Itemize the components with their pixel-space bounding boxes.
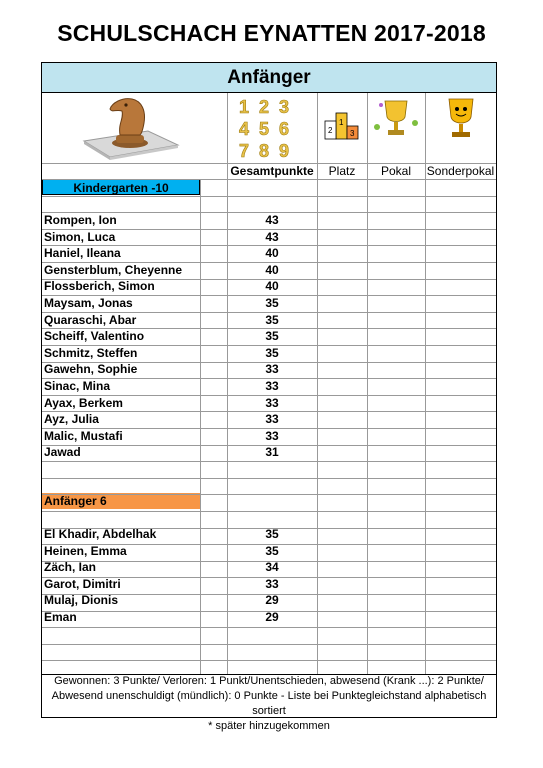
footer-divider <box>42 674 496 675</box>
grid-row-line <box>42 196 496 197</box>
grid-row-line <box>42 428 496 429</box>
player-name: Eman <box>44 610 77 624</box>
svg-text:1: 1 <box>339 118 344 127</box>
table-row <box>42 411 496 427</box>
grid-column-line <box>227 179 228 674</box>
player-points: 40 <box>265 246 279 261</box>
table-row <box>42 312 496 328</box>
grid-row-line <box>42 528 496 529</box>
player-points: 35 <box>265 312 279 327</box>
svg-text:3: 3 <box>279 97 290 117</box>
grid-row-line <box>42 328 496 329</box>
player-points: 35 <box>265 527 279 541</box>
table-row <box>42 345 496 361</box>
header-sonderpokal: Sonderpokal <box>426 164 495 178</box>
player-points: 35 <box>265 296 279 310</box>
svg-text:2: 2 <box>259 97 270 117</box>
player-name: El Khadir, Abdelhak <box>44 527 157 541</box>
grid-row-line <box>42 378 496 379</box>
player-name: Haniel, Ileana <box>44 246 121 261</box>
group-label-kindergarten: Kindergarten -10 <box>42 179 200 195</box>
trophy-cell <box>367 93 425 163</box>
player-name: Schmitz, Steffen <box>44 345 138 360</box>
grid-row-line <box>42 262 496 263</box>
player-name: Heinen, Emma <box>44 543 127 558</box>
grid-row-line <box>42 395 496 396</box>
player-name: Ayz, Julia <box>44 412 99 427</box>
table-row <box>42 245 496 261</box>
player-points: 29 <box>265 593 279 608</box>
grid-column-line <box>367 93 368 674</box>
player-name: Zäch, Ian <box>44 560 97 575</box>
player-points: 35 <box>265 345 279 360</box>
table-row <box>42 328 496 344</box>
player-points: 43 <box>265 213 279 227</box>
player-points: 40 <box>265 279 279 294</box>
player-name: Sinac, Mina <box>44 379 111 393</box>
svg-text:4: 4 <box>239 119 250 139</box>
grid-column-line <box>317 93 318 674</box>
player-name: Simon, Luca <box>44 229 116 244</box>
player-points: 35 <box>265 329 279 344</box>
grid-row-line <box>42 411 496 412</box>
trophy-icon <box>367 93 425 163</box>
player-name: Malic, Mustafi <box>44 428 123 443</box>
grid-row-line <box>42 561 496 562</box>
table-row <box>42 444 496 460</box>
chess-knight-cell <box>42 93 200 163</box>
grid-row-line <box>42 660 496 661</box>
footer-line-1: Gewonnen: 3 Punkte/ Verloren: 1 Punkt/Unentschieden, abwesend (Krank ...): 2 Punkte/ <box>54 675 484 687</box>
svg-text:3: 3 <box>350 129 355 138</box>
svg-text:2: 2 <box>328 126 333 135</box>
page-title: SCHULSCHACH EYNATTEN 2017-2018 <box>57 20 486 46</box>
player-name: Gawehn, Sophie <box>44 362 138 377</box>
grid-column-line <box>227 93 228 179</box>
svg-text:1: 1 <box>239 97 250 117</box>
player-name: Gensterblum, Cheyenne <box>44 262 183 277</box>
player-points: 31 <box>265 445 279 460</box>
player-points: 40 <box>265 262 279 277</box>
grid-row-line <box>42 577 496 578</box>
player-points: 33 <box>265 428 279 443</box>
player-name: Mulaj, Dionis <box>44 593 119 608</box>
footer-line-3: * später hinzugekommen <box>208 720 330 732</box>
player-name: Ayax, Berkem <box>44 395 123 410</box>
section-header: Anfänger <box>42 63 496 93</box>
grid-row-line <box>42 279 496 280</box>
grid-row-line <box>42 345 496 346</box>
grid-row-line <box>42 461 496 462</box>
header-gesamtpunkte: Gesamtpunkte <box>230 164 314 178</box>
player-name: Flossberich, Simon <box>44 279 155 294</box>
player-name: Scheiff, Valentino <box>44 329 145 344</box>
table-row <box>42 428 496 444</box>
grid-row-line <box>42 179 496 180</box>
smiley-trophy-icon <box>425 93 496 163</box>
grid-row-line <box>42 594 496 595</box>
grid-row-line <box>42 312 496 313</box>
player-points: 33 <box>265 576 279 591</box>
svg-text:7: 7 <box>239 141 250 161</box>
chess-knight-icon <box>42 93 200 163</box>
grid-row-line <box>42 494 496 495</box>
podium-icon <box>317 93 367 163</box>
table-row <box>42 395 496 411</box>
smiley-trophy-cell <box>425 93 496 163</box>
player-points: 33 <box>265 362 279 377</box>
table-row <box>42 262 496 278</box>
grid-row-line <box>42 544 496 545</box>
grid-row-line <box>42 212 496 213</box>
header-platz: Platz <box>328 164 356 178</box>
table-row <box>42 229 496 245</box>
player-name: Rompen, Ion <box>44 213 117 227</box>
grid-row-line <box>42 295 496 296</box>
grid-row-line <box>42 445 496 446</box>
grid-row-line <box>42 362 496 363</box>
table-row <box>42 295 496 311</box>
grid-row-line <box>42 627 496 628</box>
header-pokal: Pokal <box>380 164 412 178</box>
results-table <box>41 62 497 732</box>
player-name: Quaraschi, Abar <box>44 312 137 327</box>
grid-row-line <box>42 611 496 612</box>
numbers-cell <box>227 93 317 163</box>
grid-row-line <box>42 478 496 479</box>
grid-row-line <box>42 229 496 230</box>
player-name: Garot, Dimitri <box>44 576 121 591</box>
player-points: 29 <box>265 610 279 624</box>
grid-row-line <box>42 245 496 246</box>
grid-column-line <box>425 93 426 674</box>
grid-row-line <box>42 511 496 512</box>
footer-line-2: Abwesend unenschuldigt (mündlich): 0 Punkte - Liste bei Punktegleichstand alphabetisch sortiert <box>51 690 487 717</box>
player-name: Maysam, Jonas <box>44 296 133 310</box>
svg-text:9: 9 <box>279 141 290 161</box>
svg-text:8: 8 <box>259 141 270 161</box>
footer-notes <box>42 674 496 734</box>
player-points: 43 <box>265 229 279 244</box>
numbers-icon <box>227 93 317 163</box>
table-row <box>42 378 496 394</box>
group-label-anfaenger-6: Anfänger 6 <box>42 493 200 509</box>
grid-row-line <box>42 644 496 645</box>
svg-text:6: 6 <box>279 119 290 139</box>
grid-column-line <box>200 179 201 674</box>
svg-text:5: 5 <box>259 119 270 139</box>
player-points: 34 <box>265 560 279 575</box>
table-row <box>42 212 496 228</box>
player-points: 33 <box>265 412 279 427</box>
table-row <box>42 361 496 377</box>
table-row <box>42 278 496 294</box>
player-points: 33 <box>265 395 279 410</box>
icon-row-divider <box>42 163 496 164</box>
player-points: 35 <box>265 543 279 558</box>
player-name: Jawad <box>44 445 81 460</box>
podium-cell <box>317 93 367 163</box>
player-points: 33 <box>265 379 279 393</box>
